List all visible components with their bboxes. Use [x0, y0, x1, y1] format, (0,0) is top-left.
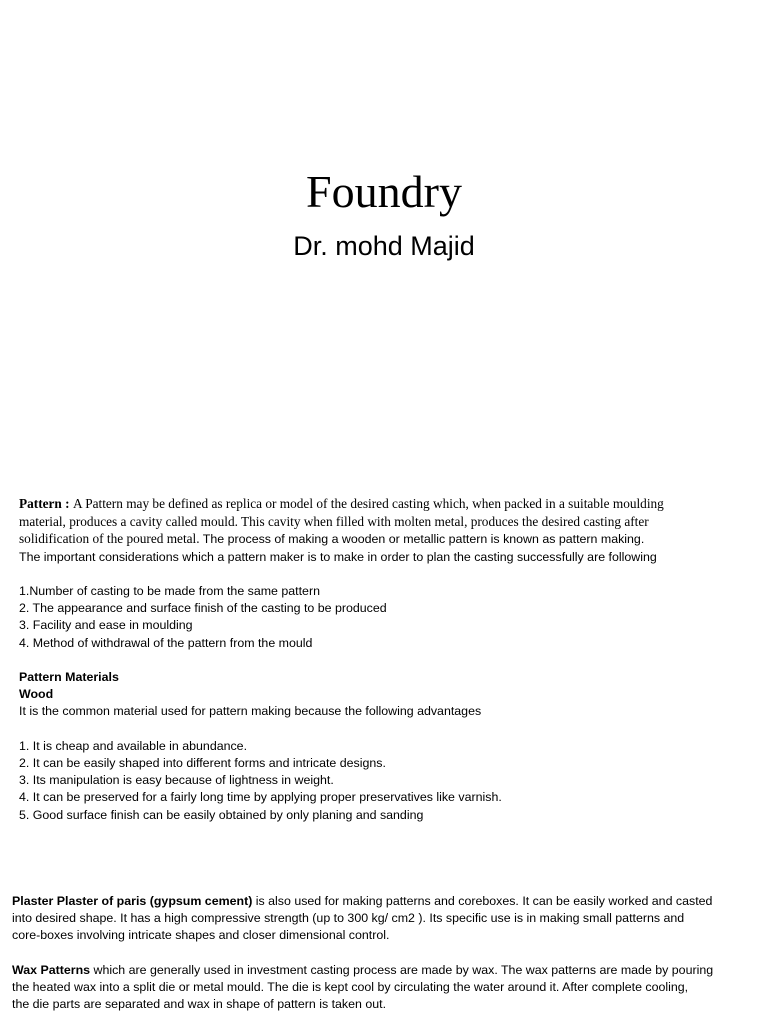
- wood-advantage-item: 1. It is cheap and available in abundance.: [19, 738, 248, 753]
- wood-advantage-item: 2. It can be easily shaped into different forms and intricate designs.: [19, 756, 386, 770]
- plaster-line-3: core-boxes involving intricate shapes and closer dimensional control.: [12, 928, 390, 943]
- plaster-section: [12, 893, 713, 1013]
- document-title: Foundry: [306, 166, 462, 217]
- consideration-item: 1.Number of casting to be made from the same pattern: [19, 584, 320, 598]
- wood-heading: Wood: [19, 687, 54, 702]
- wax-text-1: which are generally used in investment casting process are made by wax. The wax patterns are made by pouring: [90, 962, 714, 977]
- pattern-section: [19, 495, 664, 824]
- wax-line-2: the heated wax into a split die or metal mould. The die is kept cool by circulating the water around it. After complete cooling,: [12, 980, 689, 994]
- wood-intro: It is the common material used for pattern making because the following advantages: [19, 704, 482, 719]
- consideration-item: 3. Facility and ease in moulding: [19, 618, 193, 633]
- wax-line-1: [12, 962, 713, 979]
- pattern-definition-line-2: material, produces a cavity called mould. This cavity when filled with molten metal, produces the desired casting after: [19, 514, 649, 530]
- wood-advantage-item: 4. It can be preserved for a fairly long time by applying proper preservatives like varnish.: [19, 790, 502, 805]
- wax-heading: Wax Patterns: [12, 962, 91, 977]
- pattern-heading: Pattern :: [19, 496, 70, 511]
- author-name: Dr. mohd Majid: [293, 231, 475, 261]
- pattern-definition-rest: The process of making a wooden or metallic pattern is known as pattern making.: [199, 532, 645, 547]
- pattern-definition-text-1: A Pattern may be defined as replica or model of the desired casting which, when packed in a suitable moulding: [73, 496, 664, 511]
- wood-advantage-item: 5. Good surface finish can be easily obtained by only planing and sanding: [19, 807, 424, 822]
- pattern-materials-heading: Pattern Materials: [19, 670, 119, 684]
- pattern-definition-line-1: [19, 495, 664, 513]
- wax-line-3: the die parts are separated and wax in shape of pattern is taken out.: [12, 997, 387, 1012]
- wood-advantage-item: 3. Its manipulation is easy because of lightness in weight.: [19, 773, 334, 788]
- consideration-item: 2. The appearance and surface finish of the casting to be produced: [19, 601, 387, 616]
- plaster-line-1: [12, 893, 713, 910]
- pattern-definition-serif-part: solidification of the poured metal.: [19, 531, 200, 547]
- plaster-heading: Plaster Plaster of paris (gypsum cement): [12, 894, 253, 908]
- pattern-considerations-intro: The important considerations which a pattern maker is to make in order to plan the casting successfully are following: [19, 549, 657, 564]
- plaster-line-2: into desired shape. It has a high compressive strength (up to 300 kg/ cm2 ). Its specific use is in making small patterns and: [12, 911, 685, 926]
- plaster-text-1: is also used for making patterns and coreboxes. It can be easily worked and casted: [252, 894, 713, 908]
- consideration-item: 4. Method of withdrawal of the pattern from the mould: [19, 635, 313, 650]
- pattern-definition-line-3: [19, 530, 664, 548]
